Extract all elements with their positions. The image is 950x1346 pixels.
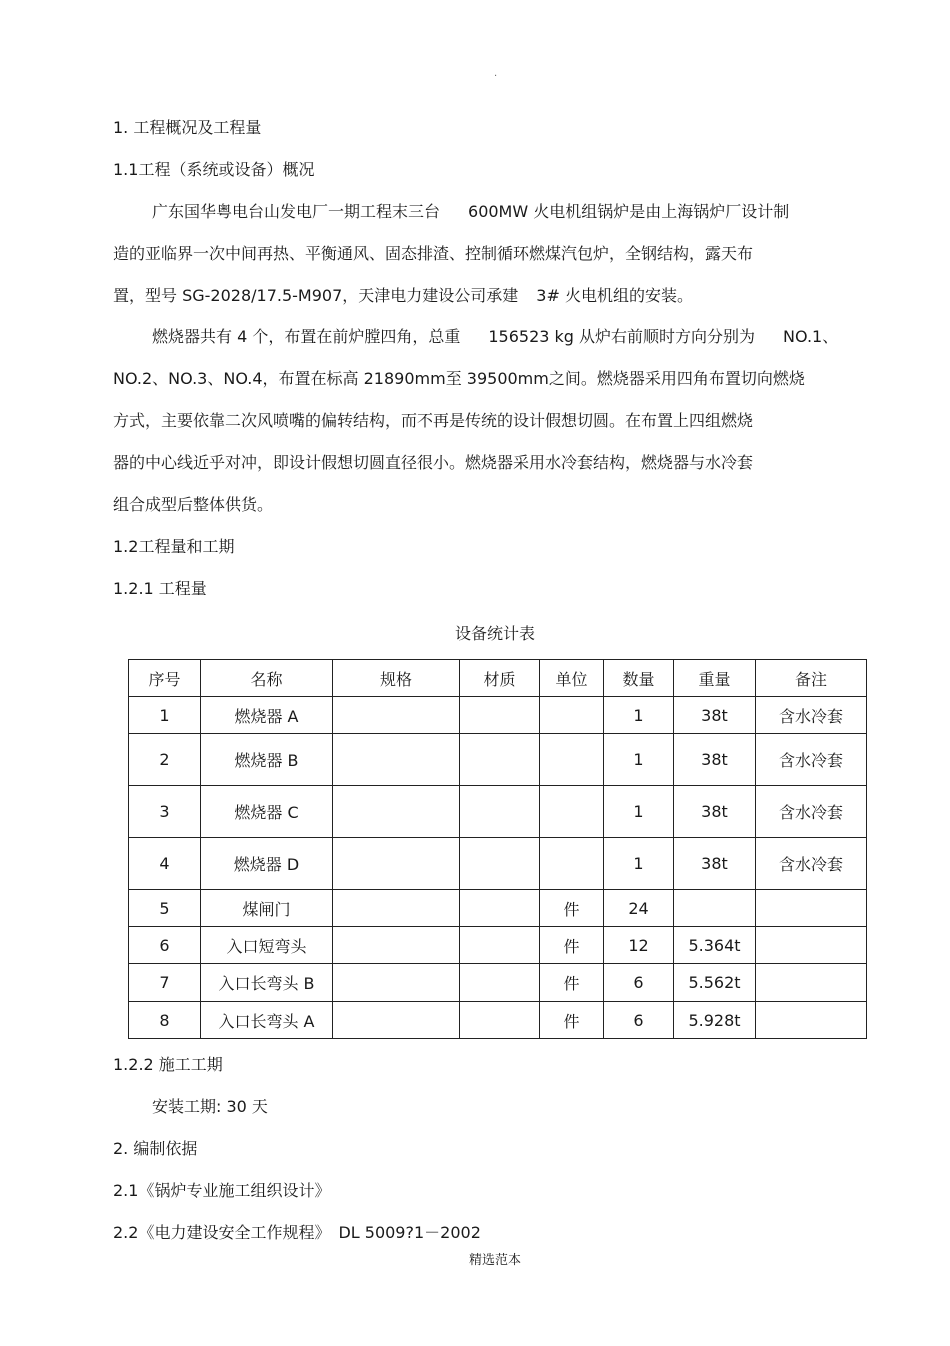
table-cell: 煤闸门 (201, 890, 333, 927)
table-cell (460, 1002, 540, 1039)
table-cell: 24 (604, 890, 674, 927)
table-cell (460, 890, 540, 927)
table-header-cell: 序号 (129, 660, 201, 697)
table-cell (540, 734, 604, 786)
table-cell (460, 838, 540, 890)
paragraph-1-line-1b: 600MW 火电机组锅炉是由上海锅炉厂设计制 (468, 202, 790, 221)
table-row (129, 964, 867, 1002)
paragraph-1-line-3b: 3# 火电机组的安装。 (536, 286, 693, 305)
paragraph-2-line-5: 组合成型后整体供货。 (113, 495, 274, 514)
paragraph-1-line-3a: 置，型号 SG-2028/17.5-M907，天津电力建设公司承建 (113, 286, 519, 305)
heading-section-1-2: 1.2工程量和工期 (113, 537, 235, 556)
table-cell: 12 (604, 927, 674, 964)
table-row (129, 838, 867, 890)
paragraph-1-line-3 (113, 285, 693, 307)
table-cell: 7 (129, 964, 201, 1002)
table-cell (333, 964, 460, 1002)
paragraph-2-line-1a: 燃烧器共有 4 个，布置在前炉膛四角，总重 (152, 327, 461, 346)
table-cell (333, 1002, 460, 1039)
paragraph-2-line-3: 方式，主要依靠二次风喷嘴的偏转结构，而不再是传统的设计假想切圆。在布置上四组燃烧 (113, 411, 754, 430)
table-cell (756, 1002, 867, 1039)
table-cell: 38t (674, 838, 756, 890)
table-cell: 件 (540, 927, 604, 964)
table-cell: 含水冷套 (756, 734, 867, 786)
table-header-row (129, 660, 867, 697)
table-cell (333, 734, 460, 786)
table-cell (460, 697, 540, 734)
heading-section-2-1: 2.1《锅炉专业施工组织设计》 (113, 1181, 331, 1200)
table-cell: 5 (129, 890, 201, 927)
paragraph-2-line-4: 器的中心线近乎对冲，即设计假想切圆直径很小。燃烧器采用水冷套结构，燃烧器与水冷套 (113, 453, 754, 472)
heading-section-1-1: 1.1工程（系统或设备）概况 (113, 160, 315, 179)
table-cell (540, 697, 604, 734)
table-cell (333, 838, 460, 890)
table-cell (333, 697, 460, 734)
table-cell: 1 (129, 697, 201, 734)
table-cell: 燃烧器 A (201, 697, 333, 734)
equipment-table (128, 659, 867, 1039)
table-cell: 入口长弯头 A (201, 1002, 333, 1039)
table-cell: 3 (129, 786, 201, 838)
table-header-cell: 单位 (540, 660, 604, 697)
table-cell (460, 927, 540, 964)
paragraph-1-line-1a: 广东国华粤电台山发电厂一期工程末三台 (152, 202, 441, 221)
table-cell: 入口短弯头 (201, 927, 333, 964)
heading-section-2-2: 2.2《电力建设安全工作规程》 DL 5009?1－2002 (113, 1223, 481, 1242)
table-header-cell: 名称 (201, 660, 333, 697)
table-cell (333, 927, 460, 964)
table-cell: 1 (604, 734, 674, 786)
table-cell: 件 (540, 964, 604, 1002)
table-cell (460, 734, 540, 786)
table-cell: 燃烧器 C (201, 786, 333, 838)
table-cell (756, 964, 867, 1002)
table-cell: 件 (540, 890, 604, 927)
table-cell: 5.364t (674, 927, 756, 964)
page-footer: 精选范本 (468, 1253, 521, 1268)
table-cell: 38t (674, 734, 756, 786)
table-cell: 入口长弯头 B (201, 964, 333, 1002)
table-caption: 设备统计表 (454, 624, 535, 643)
table-row (129, 927, 867, 964)
table-cell: 1 (604, 697, 674, 734)
paragraph-2-line-2: NO.2、NO.3、NO.4，布置在标高 21890mm至 39500mm之间。燃烧器采用四角布置切向燃烧 (113, 369, 805, 388)
table-cell (333, 890, 460, 927)
table-row (129, 890, 867, 927)
table-cell: 6 (604, 1002, 674, 1039)
table-cell: 1 (604, 786, 674, 838)
table-row (129, 786, 867, 838)
page-marker: . (494, 68, 498, 79)
table-cell (460, 964, 540, 1002)
heading-section-2: 2. 编制依据 (113, 1139, 198, 1158)
table-header-cell: 材质 (460, 660, 540, 697)
table-cell: 件 (540, 1002, 604, 1039)
table-cell (756, 890, 867, 927)
table-row (129, 697, 867, 734)
table-cell: 燃烧器 D (201, 838, 333, 890)
table-header-cell: 数量 (604, 660, 674, 697)
table-cell: 5.562t (674, 964, 756, 1002)
schedule-text: 安装工期: 30 天 (152, 1097, 268, 1116)
table-header-cell: 重量 (674, 660, 756, 697)
paragraph-2-line-1c: NO.1、 (783, 327, 839, 346)
table-cell: 含水冷套 (756, 697, 867, 734)
table-cell: 8 (129, 1002, 201, 1039)
table-cell: 燃烧器 B (201, 734, 333, 786)
table-cell: 6 (604, 964, 674, 1002)
table-cell: 1 (604, 838, 674, 890)
table-cell: 38t (674, 697, 756, 734)
table-cell (674, 890, 756, 927)
table-header-cell: 备注 (756, 660, 867, 697)
paragraph-1-line-1 (152, 201, 789, 223)
table-header-cell: 规格 (333, 660, 460, 697)
table-cell (540, 786, 604, 838)
heading-section-1: 1. 工程概况及工程量 (113, 118, 262, 137)
table-cell: 5.928t (674, 1002, 756, 1039)
paragraph-2-line-1 (152, 326, 838, 348)
table-row (129, 734, 867, 786)
paragraph-2-line-1b: 156523 kg 从炉右前顺时方向分别为 (488, 327, 756, 346)
heading-section-1-2-1: 1.2.1 工程量 (113, 579, 207, 598)
table-cell: 38t (674, 786, 756, 838)
table-cell: 2 (129, 734, 201, 786)
table-cell (333, 786, 460, 838)
table-cell (540, 838, 604, 890)
table-cell: 6 (129, 927, 201, 964)
table-row (129, 1002, 867, 1039)
heading-section-1-2-2: 1.2.2 施工工期 (113, 1055, 223, 1074)
table-cell (756, 927, 867, 964)
table-cell: 含水冷套 (756, 838, 867, 890)
paragraph-1-line-2: 造的亚临界一次中间再热、平衡通风、固态排渣、控制循环燃煤汽包炉，全钢结构，露天布 (113, 244, 754, 263)
table-cell: 含水冷套 (756, 786, 867, 838)
table-cell: 4 (129, 838, 201, 890)
table-cell (460, 786, 540, 838)
